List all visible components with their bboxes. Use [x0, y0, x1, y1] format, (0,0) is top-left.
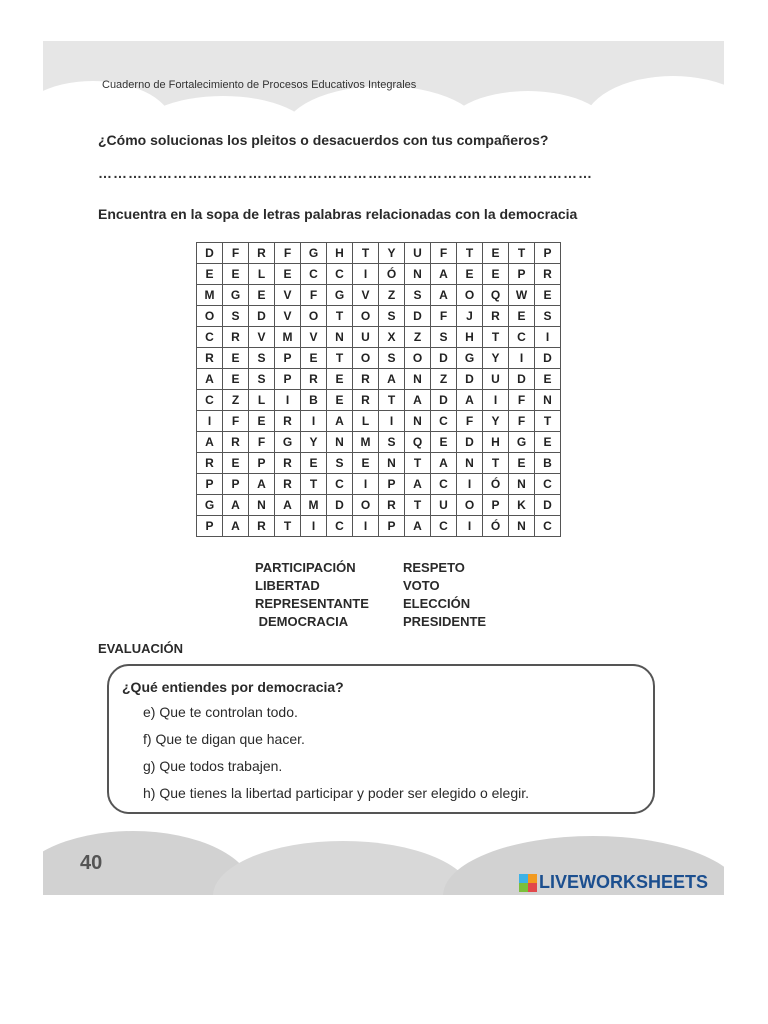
grid-cell[interactable]: T [457, 243, 483, 264]
grid-cell[interactable]: R [275, 474, 301, 495]
grid-cell[interactable]: D [509, 369, 535, 390]
grid-cell[interactable]: E [301, 348, 327, 369]
grid-cell[interactable]: A [431, 285, 457, 306]
grid-cell[interactable]: P [275, 348, 301, 369]
grid-cell[interactable]: R [275, 411, 301, 432]
grid-cell[interactable]: I [197, 411, 223, 432]
grid-row [197, 348, 561, 369]
grid-cell[interactable]: I [301, 516, 327, 537]
grid-cell[interactable]: D [405, 306, 431, 327]
grid-cell[interactable]: C [431, 411, 457, 432]
grid-cell[interactable]: N [327, 327, 353, 348]
grid-cell[interactable]: Y [301, 432, 327, 453]
grid-cell[interactable]: V [275, 306, 301, 327]
grid-cell[interactable]: E [509, 453, 535, 474]
grid-cell[interactable]: D [457, 369, 483, 390]
grid-cell[interactable]: Y [379, 243, 405, 264]
word-item: REPRESENTANTE [255, 596, 369, 611]
word-search-instruction: Encuentra en la sopa de letras palabras relacionadas con la democracia [98, 206, 578, 222]
grid-cell[interactable]: O [457, 285, 483, 306]
grid-cell[interactable]: E [223, 264, 249, 285]
grid-cell[interactable]: J [457, 306, 483, 327]
grid-cell[interactable]: R [249, 243, 275, 264]
grid-cell[interactable]: U [431, 495, 457, 516]
grid-cell[interactable]: N [379, 453, 405, 474]
grid-cell[interactable]: N [327, 432, 353, 453]
word-list-right [403, 559, 486, 631]
grid-cell[interactable]: C [301, 264, 327, 285]
grid-row [197, 306, 561, 327]
grid-cell[interactable]: T [353, 243, 379, 264]
grid-cell[interactable]: B [301, 390, 327, 411]
word-item: LIBERTAD [255, 578, 320, 593]
grid-cell[interactable]: V [301, 327, 327, 348]
grid-cell[interactable]: S [327, 453, 353, 474]
grid-cell[interactable]: F [301, 285, 327, 306]
grid-cell[interactable]: C [327, 516, 353, 537]
grid-cell[interactable]: S [535, 306, 561, 327]
grid-cell[interactable]: Y [483, 411, 509, 432]
grid-cell[interactable]: D [457, 432, 483, 453]
grid-row [197, 285, 561, 306]
grid-cell[interactable]: C [431, 516, 457, 537]
grid-cell[interactable]: S [379, 306, 405, 327]
grid-cell[interactable]: E [535, 369, 561, 390]
grid-cell[interactable]: S [379, 348, 405, 369]
question-conflicts: ¿Cómo solucionas los pleitos o desacuerdos con tus compañeros? [98, 132, 549, 148]
grid-cell[interactable]: T [301, 474, 327, 495]
page-number: 40 [80, 852, 103, 874]
answer-option-f[interactable]: f) Que te digan que hacer. [143, 731, 305, 747]
grid-row [197, 411, 561, 432]
grid-cell[interactable]: U [483, 369, 509, 390]
grid-cell[interactable]: T [327, 306, 353, 327]
grid-cell[interactable]: P [197, 516, 223, 537]
grid-cell[interactable]: V [249, 327, 275, 348]
grid-cell[interactable]: S [379, 432, 405, 453]
grid-cell[interactable]: X [379, 327, 405, 348]
grid-cell[interactable]: Q [483, 285, 509, 306]
grid-cell[interactable]: O [405, 348, 431, 369]
grid-row [197, 264, 561, 285]
grid-cell[interactable]: P [379, 474, 405, 495]
grid-cell[interactable]: C [197, 390, 223, 411]
grid-cell[interactable]: G [457, 348, 483, 369]
word-search-grid[interactable] [196, 242, 561, 537]
word-item: RESPETO [403, 560, 465, 575]
grid-cell[interactable]: M [301, 495, 327, 516]
grid-cell[interactable]: A [405, 516, 431, 537]
answer-option-g[interactable]: g) Que todos trabajen. [143, 758, 283, 774]
grid-cell[interactable]: F [223, 243, 249, 264]
grid-cell[interactable]: A [405, 474, 431, 495]
grid-cell[interactable]: M [353, 432, 379, 453]
grid-cell[interactable]: T [327, 348, 353, 369]
grid-cell[interactable]: P [275, 369, 301, 390]
grid-cell[interactable]: A [327, 411, 353, 432]
grid-cell[interactable]: D [249, 306, 275, 327]
answer-line[interactable]: ……………………………………………………………………………………… [98, 165, 593, 181]
grid-cell[interactable]: I [275, 390, 301, 411]
grid-cell[interactable]: A [275, 495, 301, 516]
grid-cell[interactable]: T [379, 390, 405, 411]
grid-cell[interactable]: I [457, 474, 483, 495]
grid-cell[interactable]: A [223, 516, 249, 537]
grid-cell[interactable]: C [509, 327, 535, 348]
grid-cell[interactable]: Q [405, 432, 431, 453]
word-item: ELECCIÓN [403, 596, 471, 611]
grid-row [197, 474, 561, 495]
grid-cell[interactable]: S [249, 369, 275, 390]
grid-cell[interactable]: U [405, 243, 431, 264]
grid-cell[interactable]: R [535, 264, 561, 285]
grid-cell[interactable]: R [483, 306, 509, 327]
grid-row [197, 432, 561, 453]
grid-cell[interactable]: I [509, 348, 535, 369]
word-item: DEMOCRACIA [255, 614, 349, 629]
grid-cell[interactable]: C [327, 264, 353, 285]
grid-cell[interactable]: S [223, 306, 249, 327]
grid-cell[interactable]: O [353, 495, 379, 516]
grid-cell[interactable]: T [509, 243, 535, 264]
grid-cell[interactable]: R [197, 453, 223, 474]
grid-cell[interactable]: L [249, 390, 275, 411]
grid-cell[interactable]: P [483, 495, 509, 516]
grid-cell[interactable]: N [405, 369, 431, 390]
grid-cell[interactable]: P [223, 474, 249, 495]
grid-cell[interactable]: M [197, 285, 223, 306]
grid-cell[interactable]: I [379, 411, 405, 432]
grid-cell[interactable]: F [249, 432, 275, 453]
grid-cell[interactable]: I [457, 516, 483, 537]
grid-row [197, 390, 561, 411]
grid-cell[interactable]: Ó [483, 516, 509, 537]
grid-cell[interactable]: E [535, 432, 561, 453]
evaluation-question: ¿Qué entiendes por democracia? [122, 679, 344, 695]
grid-cell[interactable]: P [509, 264, 535, 285]
grid-cell[interactable]: G [301, 243, 327, 264]
grid-cell[interactable]: E [301, 453, 327, 474]
grid-cell[interactable]: K [509, 495, 535, 516]
grid-cell[interactable]: R [223, 432, 249, 453]
grid-cell[interactable]: D [327, 495, 353, 516]
grid-cell[interactable]: E [197, 264, 223, 285]
grid-cell[interactable]: E [535, 285, 561, 306]
word-item: PRESIDENTE [403, 614, 487, 629]
grid-row [197, 243, 561, 264]
grid-cell[interactable]: A [431, 264, 457, 285]
grid-cell[interactable]: S [249, 348, 275, 369]
grid-cell[interactable]: C [535, 474, 561, 495]
grid-cell[interactable]: B [535, 453, 561, 474]
grid-cell[interactable]: A [379, 369, 405, 390]
notebook-title: Cuaderno de Fortalecimiento de Procesos Educativos Integrales [102, 79, 417, 91]
grid-cell[interactable]: O [301, 306, 327, 327]
grid-cell[interactable]: Ó [483, 474, 509, 495]
grid-cell[interactable]: C [535, 516, 561, 537]
grid-cell[interactable]: P [197, 474, 223, 495]
grid-row [197, 516, 561, 537]
word-item: PARTICIPACIÓN [255, 560, 356, 575]
grid-cell[interactable]: E [431, 432, 457, 453]
grid-cell[interactable]: Z [379, 285, 405, 306]
grid-cell[interactable]: I [353, 474, 379, 495]
grid-cell[interactable]: D [535, 495, 561, 516]
grid-cell[interactable]: D [431, 390, 457, 411]
grid-cell[interactable]: S [405, 285, 431, 306]
grid-cell[interactable]: A [405, 390, 431, 411]
grid-cell[interactable]: T [405, 495, 431, 516]
grid-cell[interactable]: E [327, 390, 353, 411]
grid-cell[interactable]: F [509, 390, 535, 411]
grid-cell[interactable]: W [509, 285, 535, 306]
grid-cell[interactable]: E [249, 411, 275, 432]
grid-cell[interactable]: I [483, 390, 509, 411]
grid-cell[interactable]: A [197, 369, 223, 390]
grid-cell[interactable]: R [223, 327, 249, 348]
grid-row [197, 495, 561, 516]
grid-cell[interactable]: G [197, 495, 223, 516]
grid-cell[interactable]: N [249, 495, 275, 516]
grid-cell[interactable]: T [405, 453, 431, 474]
grid-cell[interactable]: I [301, 411, 327, 432]
grid-cell[interactable]: Z [431, 369, 457, 390]
grid-cell[interactable]: A [223, 495, 249, 516]
grid-cell[interactable]: F [431, 243, 457, 264]
grid-cell[interactable]: I [535, 327, 561, 348]
grid-cell[interactable]: P [249, 453, 275, 474]
grid-cell[interactable]: L [249, 264, 275, 285]
grid-cell[interactable]: E [275, 264, 301, 285]
grid-cell[interactable]: G [509, 432, 535, 453]
grid-cell[interactable]: H [327, 243, 353, 264]
grid-cell[interactable]: N [535, 390, 561, 411]
grid-cell[interactable]: D [535, 348, 561, 369]
grid-cell[interactable]: T [483, 327, 509, 348]
grid-cell[interactable]: E [223, 453, 249, 474]
grid-cell[interactable]: N [509, 474, 535, 495]
liveworksheets-icon [519, 874, 537, 892]
grid-cell[interactable]: H [457, 327, 483, 348]
word-item: VOTO [403, 578, 440, 593]
grid-cell[interactable]: N [457, 453, 483, 474]
grid-cell[interactable]: R [379, 495, 405, 516]
grid-cell[interactable]: F [275, 243, 301, 264]
grid-cell[interactable]: E [223, 348, 249, 369]
grid-cell[interactable]: E [327, 369, 353, 390]
grid-cell[interactable]: O [457, 495, 483, 516]
grid-cell[interactable]: Y [483, 348, 509, 369]
grid-cell[interactable]: A [249, 474, 275, 495]
grid-cell[interactable]: E [223, 369, 249, 390]
grid-cell[interactable]: L [353, 411, 379, 432]
grid-cell[interactable]: I [353, 516, 379, 537]
grid-cell[interactable]: E [483, 264, 509, 285]
answer-option-h[interactable]: h) Que tienes la libertad participar y poder ser elegido o elegir. [143, 785, 529, 801]
grid-cell[interactable]: E [353, 453, 379, 474]
answer-option-e[interactable]: e) Que te controlan todo. [143, 704, 298, 720]
grid-cell[interactable]: N [405, 411, 431, 432]
grid-cell[interactable]: R [353, 369, 379, 390]
grid-cell[interactable]: E [457, 264, 483, 285]
grid-cell[interactable]: G [327, 285, 353, 306]
grid-cell[interactable]: E [483, 243, 509, 264]
grid-cell[interactable]: C [431, 474, 457, 495]
grid-cell[interactable]: E [249, 285, 275, 306]
grid-row [197, 453, 561, 474]
grid-cell[interactable]: R [353, 390, 379, 411]
evaluation-heading: EVALUACIÓN [98, 641, 183, 656]
grid-cell[interactable]: N [509, 516, 535, 537]
grid-cell[interactable]: S [431, 327, 457, 348]
grid-cell[interactable]: O [353, 348, 379, 369]
grid-row [197, 327, 561, 348]
grid-cell[interactable]: A [431, 453, 457, 474]
brand-name: LIVEWORKSHEETS [539, 872, 709, 892]
grid-cell[interactable]: O [353, 306, 379, 327]
grid-cell[interactable]: R [301, 369, 327, 390]
grid-cell[interactable]: T [535, 411, 561, 432]
grid-cell[interactable]: G [275, 432, 301, 453]
grid-cell[interactable]: F [509, 411, 535, 432]
grid-cell[interactable]: C [197, 327, 223, 348]
word-list-left [255, 559, 369, 631]
grid-cell[interactable]: Z [405, 327, 431, 348]
grid-cell[interactable]: E [509, 306, 535, 327]
grid-cell[interactable]: T [483, 453, 509, 474]
grid-cell[interactable]: G [223, 285, 249, 306]
grid-cell[interactable]: H [483, 432, 509, 453]
grid-cell[interactable]: C [327, 474, 353, 495]
grid-cell[interactable]: F [457, 411, 483, 432]
grid-cell[interactable]: V [353, 285, 379, 306]
grid-cell[interactable]: D [431, 348, 457, 369]
grid-cell[interactable]: Z [223, 390, 249, 411]
grid-cell[interactable]: D [197, 243, 223, 264]
liveworksheets-logo [519, 872, 708, 893]
grid-cell[interactable]: F [431, 306, 457, 327]
grid-cell[interactable]: M [275, 327, 301, 348]
grid-row [197, 369, 561, 390]
grid-cell[interactable]: N [405, 264, 431, 285]
grid-cell[interactable]: R [249, 516, 275, 537]
grid-cell[interactable]: R [275, 453, 301, 474]
grid-cell[interactable]: T [275, 516, 301, 537]
grid-cell[interactable]: I [353, 264, 379, 285]
grid-cell[interactable]: A [197, 432, 223, 453]
grid-cell[interactable]: Ó [379, 264, 405, 285]
grid-cell[interactable]: O [197, 306, 223, 327]
grid-cell[interactable]: P [379, 516, 405, 537]
grid-cell[interactable]: A [457, 390, 483, 411]
grid-cell[interactable]: U [353, 327, 379, 348]
grid-cell[interactable]: R [197, 348, 223, 369]
grid-cell[interactable]: V [275, 285, 301, 306]
grid-cell[interactable]: P [535, 243, 561, 264]
grid-cell[interactable]: F [223, 411, 249, 432]
